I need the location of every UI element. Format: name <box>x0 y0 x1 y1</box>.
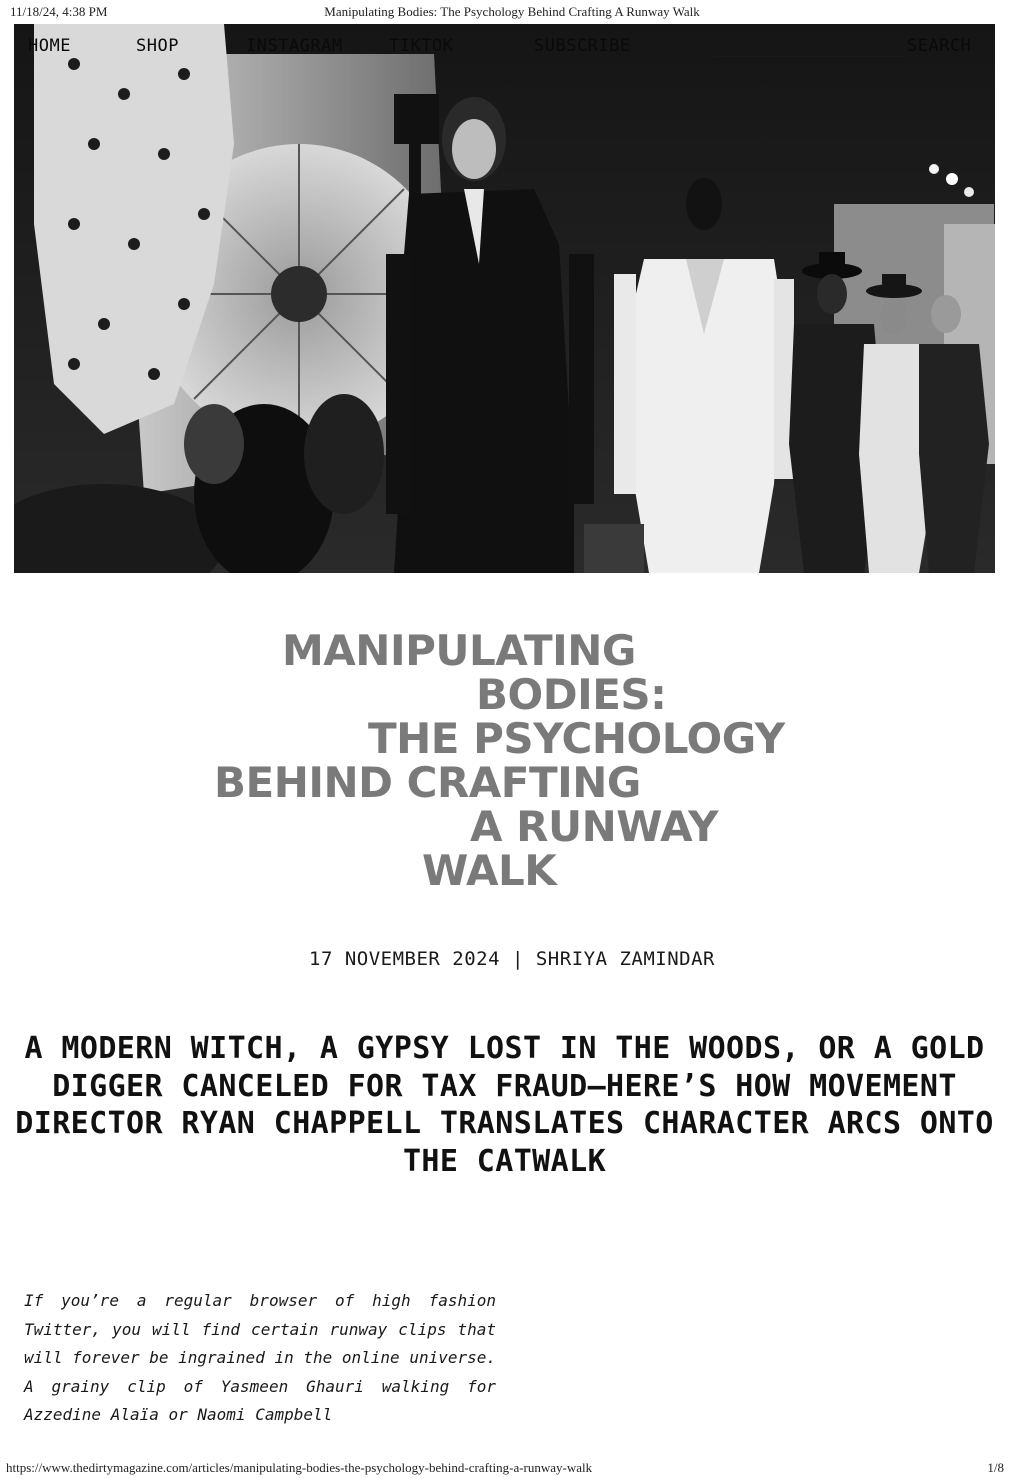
title-line-3: THE PSYCHOLOGY <box>368 714 785 763</box>
nav-shop[interactable]: SHOP <box>136 36 179 56</box>
title-line-4: BEHIND CRAFTING <box>214 758 641 807</box>
title-line-6: WALK <box>422 846 557 895</box>
article-subtitle: A MODERN WITCH, A GYPSY LOST IN THE WOODS, OR A GOLD DIGGER CANCELED FOR TAX FRAUD—HERE’S HOW MOVEMENT DIRECTOR RYAN CHAPPELL TRANSLATES CHARACTER ARCS ONTO THE CATWALK <box>15 1031 994 1179</box>
print-datetime: 11/18/24, 4:38 PM <box>10 4 108 19</box>
print-url: https://www.thedirtymagazine.com/articles/manipulating-bodies-the-psychology-behind-crafting-a-runway-walk <box>6 1460 593 1475</box>
hero-image <box>14 24 995 573</box>
top-nav <box>14 36 995 64</box>
nav-search[interactable]: SEARCH <box>907 36 972 56</box>
print-footer <box>0 1456 1024 1478</box>
print-page-number: 1/8 <box>987 1460 1004 1475</box>
search-underline <box>714 56 904 57</box>
nav-instagram[interactable]: INSTAGRAM <box>246 36 343 56</box>
article-body-intro: If you’re a regular browser of high fashion Twitter, you will find certain runway clips that will forever be ingrained in the online universe. A grainy clip of Yasmeen Ghauri walking for Azzedine Alaïa or Naomi Campbell <box>24 1291 497 1425</box>
nav-tiktok[interactable]: TIKTOK <box>389 36 454 56</box>
runway-photo-icon <box>14 24 995 573</box>
title-line-1: MANIPULATING <box>282 626 636 675</box>
print-page-title: Manipulating Bodies: The Psychology Behind Crafting A Runway Walk <box>324 4 700 19</box>
nav-home[interactable]: HOME <box>28 36 71 56</box>
nav-subscribe[interactable]: SUBSCRIBE <box>534 36 631 56</box>
article-byline: 17 NOVEMBER 2024 | SHRIYA ZAMINDAR <box>309 948 715 970</box>
article-title <box>180 628 840 898</box>
title-line-2: BODIES: <box>476 670 667 719</box>
title-line-5: A RUNWAY <box>470 802 719 851</box>
print-header <box>0 0 1024 22</box>
